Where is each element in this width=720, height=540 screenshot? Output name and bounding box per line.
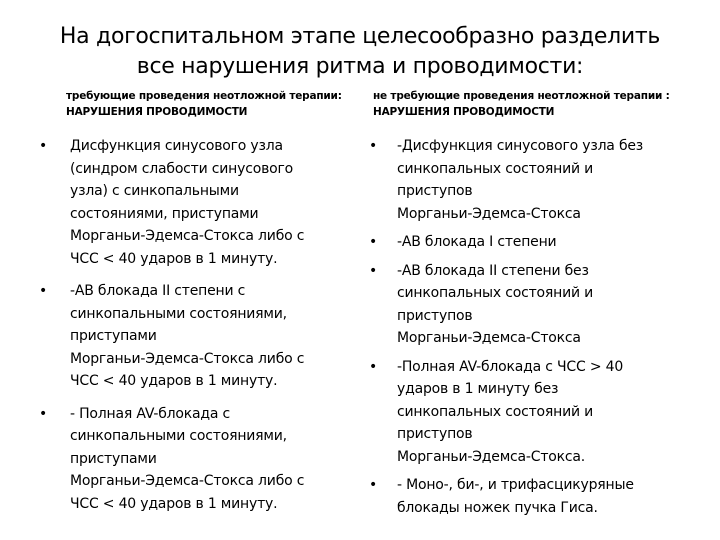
list-item [366, 135, 676, 225]
bullet-icon: • [368, 262, 378, 279]
bullet-icon: • [368, 234, 378, 250]
left-column-header-subtitle: требующие проведения неотложной терапии: [66, 90, 342, 102]
right-column-header-subtitle: не требующие проведения неотложной терапии : [373, 90, 670, 102]
list-item-text: -АВ блокада I степени [397, 234, 557, 250]
list-item [36, 135, 336, 270]
list-item-text: Дисфункция синусового узла (синдром слабости синусового узла) с синкопальными состояниями, приступами Морганьи-Эдемса-Стокса либо с ЧСС < 40 ударов в 1 минуту. [70, 138, 305, 267]
left-column-header [66, 88, 356, 120]
slide-title: На догоспитальном этапе целесообразно разделить все нарушения ритма и проводимости: [59, 24, 661, 79]
list-item [36, 403, 336, 516]
list-item-text: -Полная AV-блокада с ЧСС > 40 ударов в 1 минуту без синкопальных состояний и приступов Морганьи-Эдемса-Стокса. [397, 358, 624, 465]
list-item [366, 231, 676, 254]
bullet-icon: • [38, 283, 48, 299]
list-item [366, 474, 676, 519]
list-item-text: -АВ блокада II степени без синкопальных состояний и приступов Морганьи-Эдемса-Стокса [397, 262, 594, 346]
list-item-text: -АВ блокада II степени с синкопальными состояниями, приступами Морганьи-Эдемса-Стокса либо с ЧСС < 40 ударов в 1 минуту. [70, 283, 305, 389]
bullet-icon: • [38, 138, 48, 154]
list-item [36, 280, 336, 393]
bullet-icon: • [368, 358, 378, 375]
right-bullet-list [366, 135, 676, 525]
list-item [366, 260, 676, 350]
list-item [366, 356, 676, 469]
list-item-text: -Дисфункция синусового узла без синкопальных состояний и приступов Морганьи-Эдемса-Стокса [397, 138, 644, 222]
left-column-header-title: НАРУШЕНИЯ ПРОВОДИМОСТИ [66, 106, 248, 118]
right-column-header-title: НАРУШЕНИЯ ПРОВОДИМОСТИ [373, 106, 555, 118]
list-item-text: - Полная AV-блокада с синкопальными состояниями, приступами Морганьи-Эдемса-Стокса либо с ЧСС < 40 ударов в 1 минуту. [70, 405, 305, 512]
bullet-icon: • [368, 138, 378, 154]
left-bullet-list [36, 135, 336, 525]
bullet-icon: • [38, 405, 48, 422]
bullet-icon: • [368, 477, 378, 493]
right-column-header [373, 88, 673, 120]
list-item-text: - Моно-, би-, и трифасцикуряные блокады ножек пучка Гиса. [397, 477, 634, 516]
